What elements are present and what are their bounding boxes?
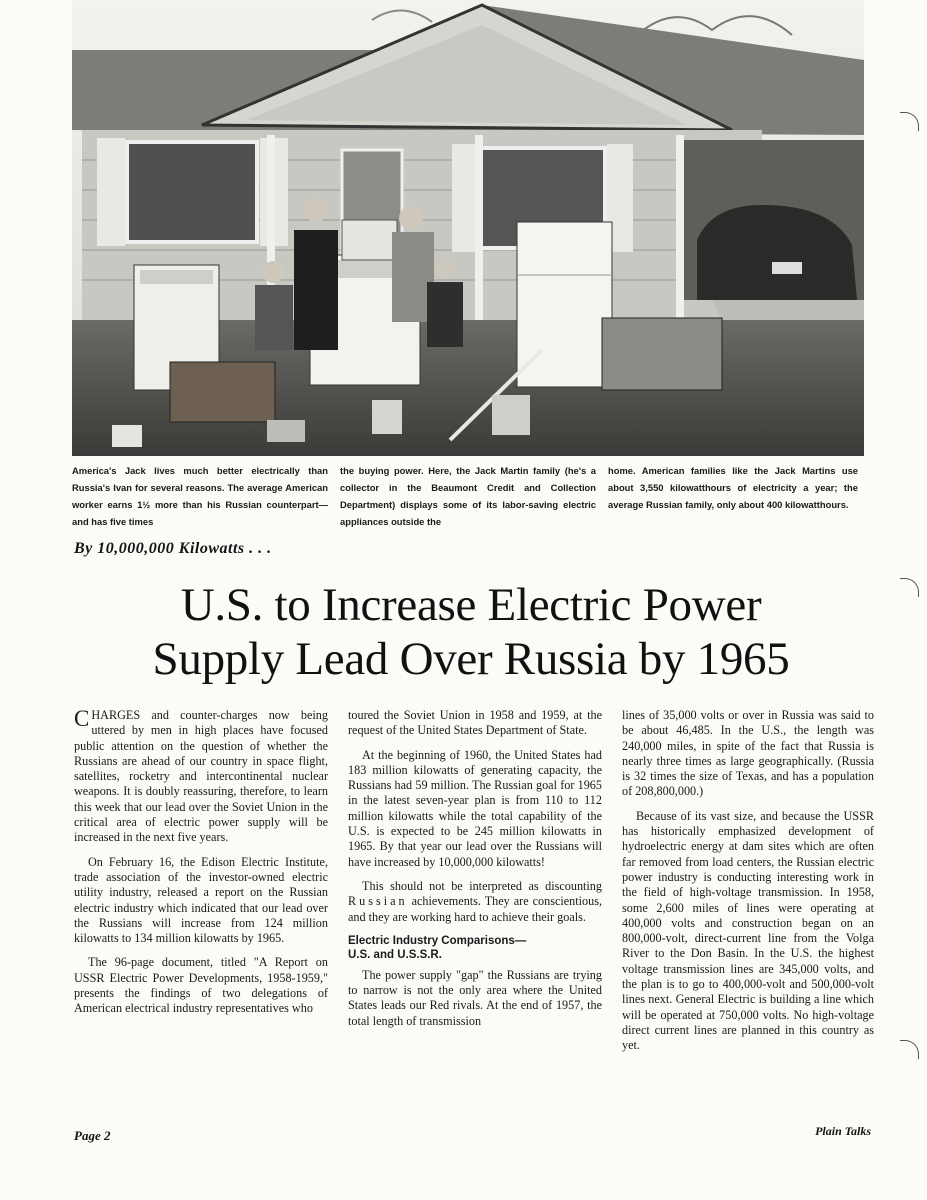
- caption-column-1: America's Jack lives much better electrically than Russia's Ivan for several reasons. The average American worker earns 1½ more than his Russian counterpart—and has five times: [72, 465, 328, 527]
- section-subhead: Electric Industry Comparisons— U.S. and U.S.S.R.: [348, 934, 527, 961]
- paragraph: On February 16, the Edison Electric Institute, trade association of the investor-owned electric utility industry, released a report on the Russian electric industry which indicated that our lead over the Russians will increase from 124 million kilowatts to 134 million kilowatts by 1965.: [74, 854, 328, 946]
- headline-line-1: U.S. to Increase Electric Power: [180, 579, 762, 631]
- paragraph: CHARGES and counter-charges now being uttered by men in high places have focused public attention on the question of whether the Russians are ahead of our country in space flight, satellites, rocketry and intercontinental nuclear weapons. It is doubly reassuring, therefore, to learn this week that our lead over the Soviet Union in the critical area of electric power supply will be increased in the next five years.: [74, 706, 328, 845]
- article-column-3: [622, 708, 874, 1063]
- paragraph: The power supply "gap" the Russians are trying to narrow is not the only area where the United States leads our Red rivals. At the end of 1957, the total length of transmission: [348, 967, 602, 1028]
- spaced-word: Russian: [348, 894, 408, 909]
- binder-hole-mark: [900, 1040, 919, 1059]
- article-column-2: [348, 708, 602, 1063]
- article-column-1: [74, 708, 328, 1063]
- paragraph: The 96-page document, titled "A Report on USSR Electric Power Developments, 1958-1959," presents the findings of two delegations of American electrical industry representatives who: [74, 955, 328, 1016]
- drop-cap: C: [74, 706, 90, 731]
- caption-column-3: home. American families like the Jack Martins use about 3,550 kilowatthours of electricity a year; the average Russian family, only about 400 kilowatthours.: [608, 465, 858, 510]
- article-body: [74, 708, 874, 1063]
- page-number: Page 2: [74, 1128, 111, 1143]
- paragraph: lines of 35,000 volts or over in Russia was said to be about 46,485. In the U.S., the length was 240,000 miles, in spite of the fact that Russia is nearly three times as large geographically. (Russia is 32 times the size of Texas, and has a population of 208,800,000.): [622, 708, 874, 799]
- paragraph: At the beginning of 1960, the United States had 183 million kilowatts of generating capacity, the Russians had 59 million. The Russian goal for 1965 in the latest seven-year plan is from 110 to 112 million kilowatts while the total capability of the U.S. is expected to be 245 million kilowatts in 1965. By that year our lead over the Russians will have increased by 10,000,000 kilowatts!: [348, 747, 602, 869]
- headline-line-2: Supply Lead Over Russia by 1965: [152, 633, 790, 685]
- byline-kicker: By 10,000,000 Kilowatts . . .: [74, 540, 272, 557]
- article-headline: [72, 578, 870, 686]
- paragraph: toured the Soviet Union in 1958 and 1959, at the request of the United States Department of State.: [348, 708, 602, 738]
- paragraph: Because of its vast size, and because the USSR has historically emphasized development of hydroelectric energy at dam sites which are often far removed from load centers, the Russian electric power industry is conducting interesting work in the field of high-voltage transmission. In 1958, some 2,600 miles of lines were operating at 400,000 volts and construction began on an 800,000-volt, direct-current line from the Volga River to the Don Basin. In the U.S. the highest voltage transmission lines are 345,000 volts, and the plan is to go to 400,000-volt and 500,000-volt lines next. General Electric is building a line which will be operated at 750,000 volts. No high-voltage direct current lines are planned in this country as yet.: [622, 808, 874, 1053]
- paragraph: This should not be interpreted as discounting Russian achievements. They are conscientious, and they are working hard to achieve their goals.: [348, 878, 602, 924]
- binder-hole-mark: [900, 112, 919, 131]
- caption-column-2: the buying power. Here, the Jack Martin family (he's a collector in the Beaumont Credit and Collection Department) displays some of its labor-saving electric appliances outside the: [340, 465, 596, 527]
- photo-caption: [72, 462, 870, 530]
- publication-name: Plain Talks: [815, 1124, 871, 1138]
- family-appliances-photo: [72, 0, 864, 456]
- binder-hole-mark: [900, 578, 919, 597]
